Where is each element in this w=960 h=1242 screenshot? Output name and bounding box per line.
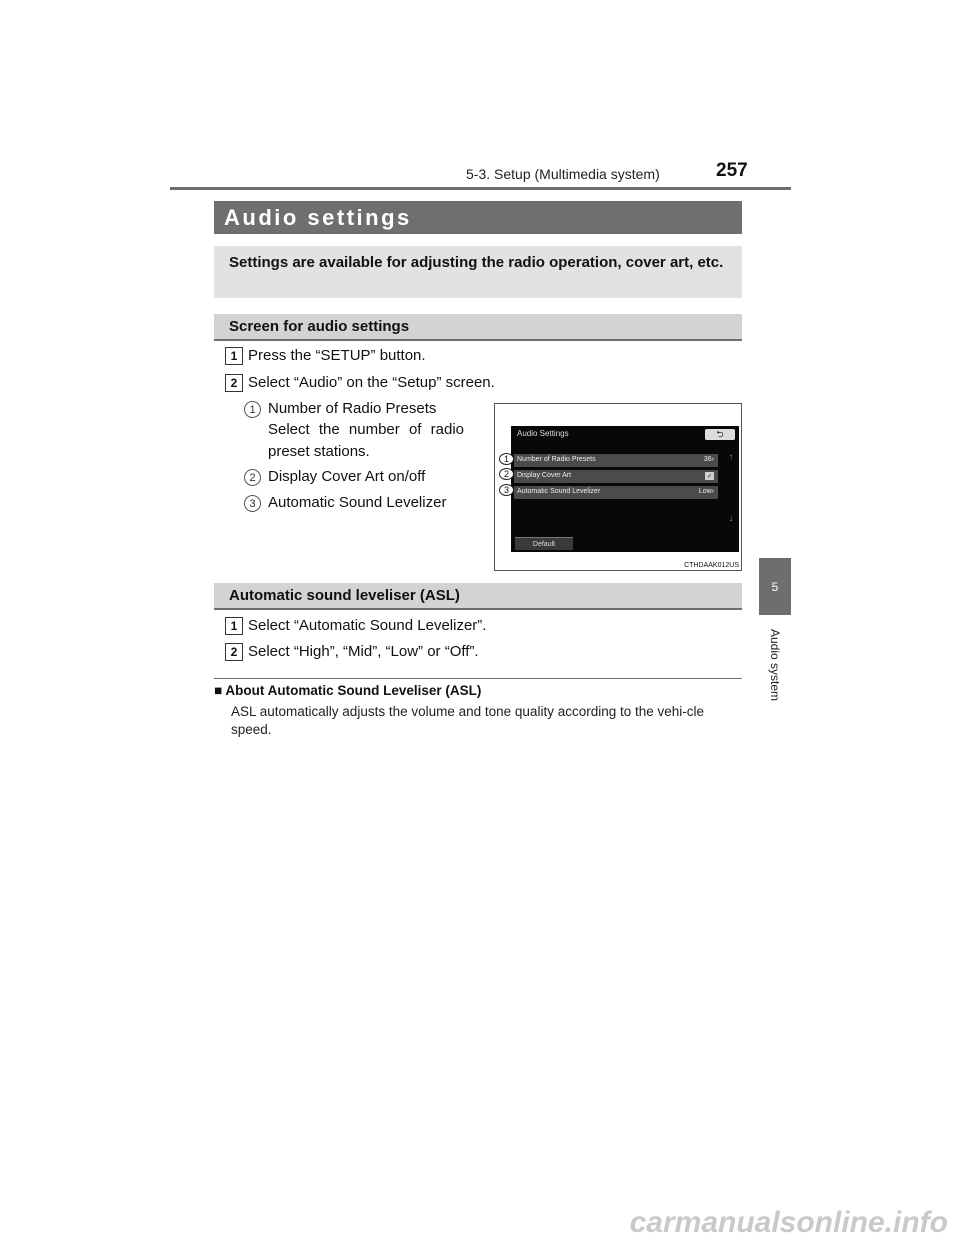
- step-text: Select “High”, “Mid”, “Low” or “Off”.: [248, 643, 479, 660]
- screen-row-radio-presets: [514, 454, 718, 467]
- scroll-up-icon: ↑: [729, 452, 733, 461]
- callout-number: 1: [244, 401, 261, 418]
- item-label: Number of Radio Presets: [268, 400, 437, 417]
- screen-row-cover-art: [514, 470, 718, 483]
- figure-callout: 1: [499, 453, 514, 465]
- item-label: Display Cover Art on/off: [268, 468, 426, 485]
- step-text: Select “Audio” on the “Setup” screen.: [248, 374, 495, 391]
- row-value: Low›: [698, 488, 714, 495]
- row-label: Number of Radio Presets: [517, 456, 596, 463]
- note-divider: [214, 678, 742, 679]
- note-body: ASL automatically adjusts the volume and tone quality according to the vehi-cle speed.: [231, 704, 705, 737]
- figure-callout: 3: [499, 484, 514, 496]
- section-heading-text: Screen for audio settings: [229, 318, 410, 335]
- step-number: 2: [225, 643, 243, 661]
- chapter-label: Audio system: [763, 620, 787, 710]
- row-label: Display Cover Art: [517, 472, 572, 479]
- return-arrow-icon: ⮌: [705, 429, 735, 440]
- section-heading-audio-screen: [214, 314, 742, 341]
- step-text: Press the “SETUP” button.: [248, 347, 426, 364]
- step-text: Select “Automatic Sound Levelizer”.: [248, 617, 487, 634]
- screen-image: [511, 426, 739, 552]
- row-label: Automatic Sound Levelizer: [517, 488, 601, 495]
- section-heading-text: Automatic sound leveliser (ASL): [229, 587, 460, 604]
- figure-code: CTHDAAK012US: [684, 562, 739, 569]
- section-breadcrumb: 5-3. Setup (Multimedia system): [466, 166, 660, 182]
- page-number: 257: [716, 160, 748, 181]
- default-button: Default: [515, 537, 573, 550]
- chapter-tab: 5: [759, 558, 791, 615]
- header-divider: [170, 187, 791, 190]
- audio-settings-figure: [494, 403, 742, 571]
- watermark: carmanualsonline.info: [629, 1206, 948, 1239]
- callout-number: 3: [244, 495, 261, 512]
- scroll-down-icon: ↓: [729, 514, 733, 523]
- callout-number: 2: [244, 469, 261, 486]
- checkbox-icon: ✓: [706, 473, 713, 480]
- page-title: Audio settings: [224, 205, 412, 230]
- note-heading: ■ About Automatic Sound Leveliser (ASL): [214, 683, 482, 698]
- step-number: 2: [225, 374, 243, 392]
- step-number: 1: [225, 617, 243, 635]
- figure-callout: 2: [499, 468, 514, 480]
- row-value: 36›: [703, 456, 714, 463]
- item-label: Automatic Sound Levelizer: [268, 494, 447, 511]
- step-number: 1: [225, 347, 243, 365]
- screen-title: Audio Settings: [517, 429, 569, 438]
- item-description: Select the number of radio preset stations.: [268, 421, 464, 460]
- section-heading-asl: [214, 583, 742, 610]
- intro-text: Settings are available for adjusting the radio operation, cover art, etc.: [229, 254, 724, 271]
- screen-row-sound-levelizer: [514, 486, 718, 499]
